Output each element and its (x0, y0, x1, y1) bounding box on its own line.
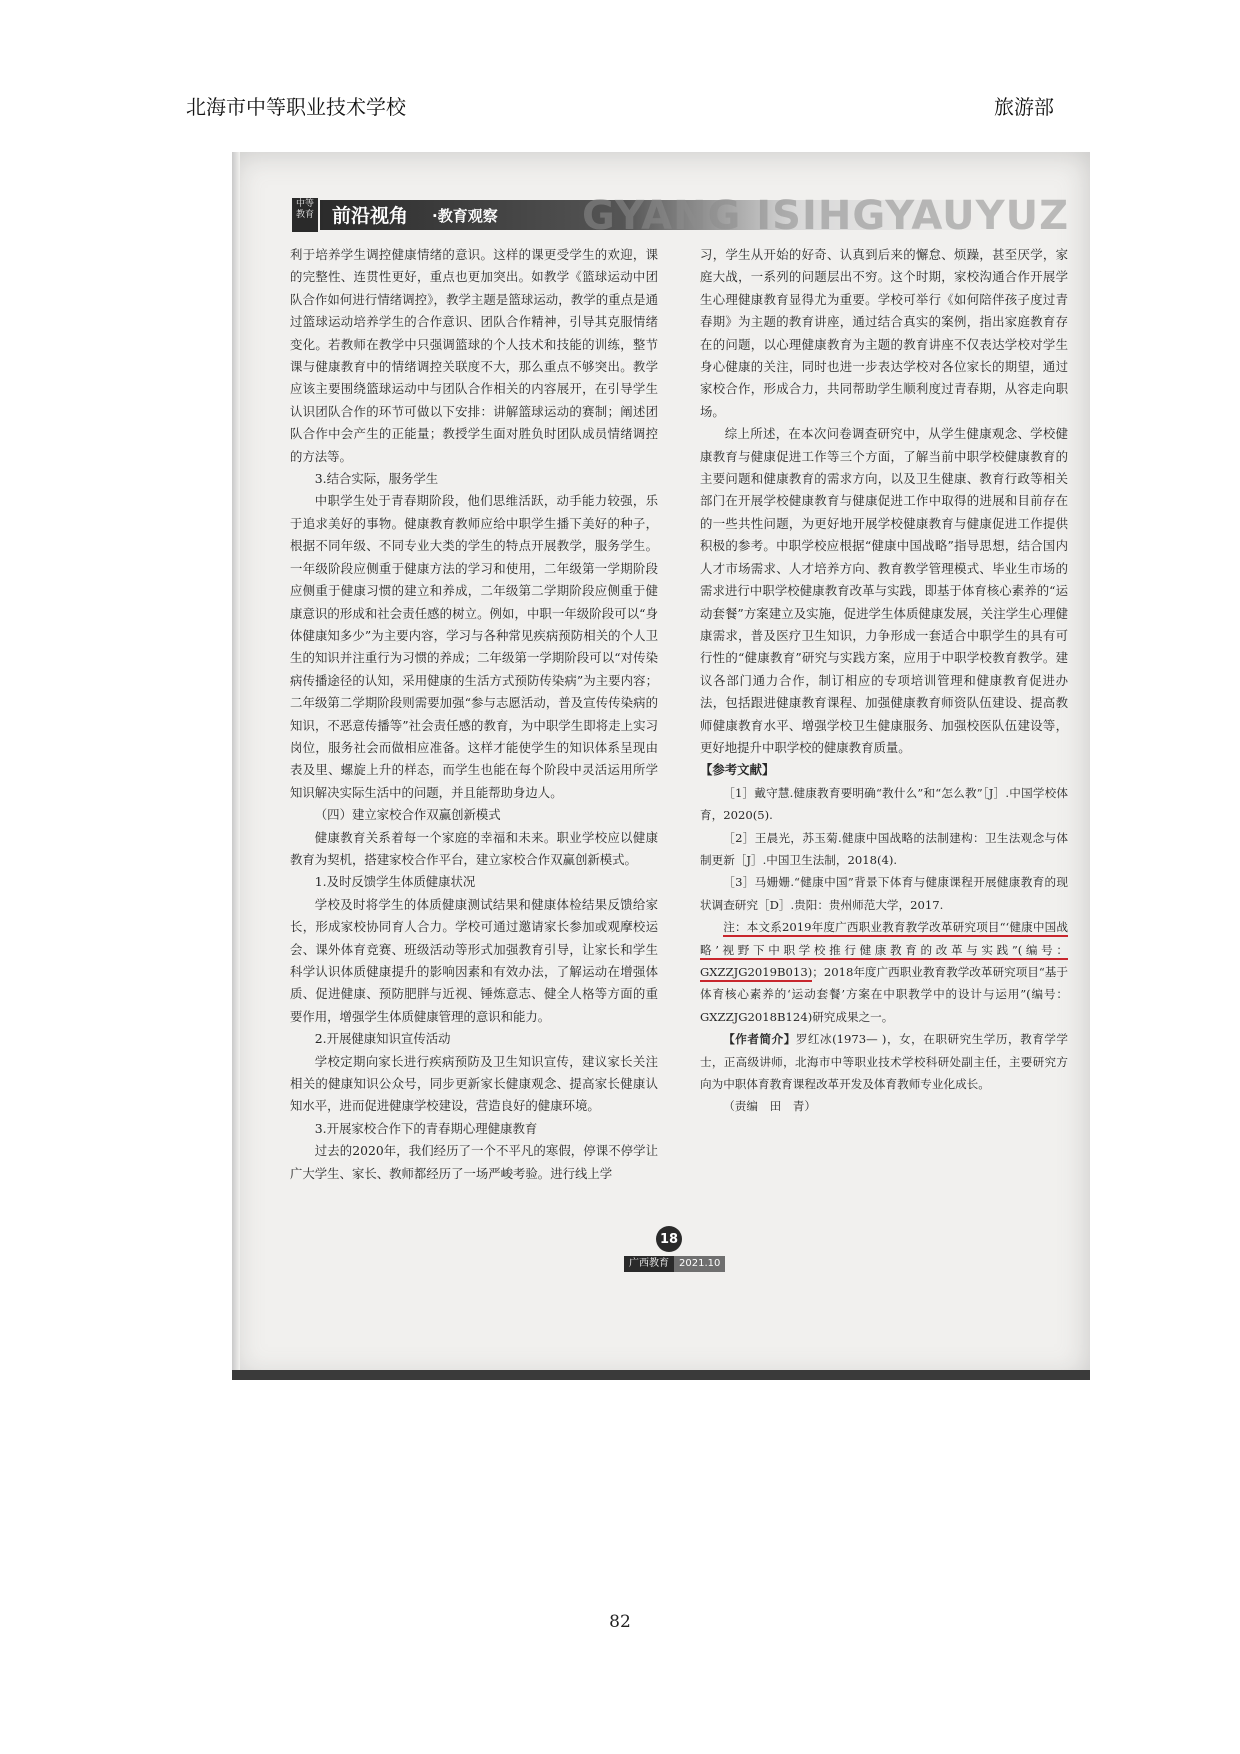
magazine-logo: 中等教育 (292, 198, 318, 232)
column-subtitle: ·教育观察 (432, 207, 498, 225)
paragraph: 过去的2020年，我们经历了一个不平凡的寒假，停课不停学让广大学生、家长、教师都经历了一场严峻考验。进行线上学 (290, 1143, 658, 1181)
magazine-issue: 2021.10 (674, 1256, 725, 1272)
column-title: 前沿视角 (332, 205, 409, 227)
reference-item: ［3］马姗姗.“健康中国”背景下体育与健康课程开展健康教育的现状调查研究［D］.贵阳：贵州师范大学，2017. (700, 875, 1068, 912)
page-number: 82 (609, 1612, 631, 1632)
subheading: 3.结合实际，服务学生 (314, 471, 439, 487)
underlined-project-text: 号：GXZZJG2019B013) (700, 943, 1068, 982)
paragraph: 综上所述，在本次问卷调查研究中，从学生健康观念、学校健康教育与健康促进工作等三个方面，了解当前中职学校健康教育的主要问题和健康教育的需求方向，以及卫生健康、教育行政等相关部门在开展学校健康教育与健康促进工作中取得的进展和目前存在的一些共性问题，为更好地开展学校健康教育与健康促进工作提供积极的参考。中职学校应根据“健康中国战略”指导思想，结合国内人才市场需求、人才培养方向、教育教学管理模式、毕业生市场的需求进行中职学校健康教育改革与实践，即基于体育核心素养的“运动套餐”方案建立及实施，促进学生体质健康发展，关注学生心理健康需求，普及医疗卫生知识，力争形成一套适合中职学生的具有可行性的“健康教育”研究与实践方案，应用于中职学校教育教学。建议各部门通力合作，制订相应的专项培训管理和健康教育促进办法，包括跟进健康教育课程、加强健康教育师资队伍建设、提高教师健康教育水平、增强学校卫生健康服务、加强校医队伍建设等，更好地提升中职学校的健康教育质量。 (700, 426, 1068, 755)
underlined-project-text: 康中国战略’视野下中职学校推行健康教育的改革与实践”(编 (700, 920, 1068, 959)
magazine-footer-badge (624, 1256, 725, 1272)
subheading: 3.开展家校合作下的青春期心理健康教育 (314, 1120, 538, 1136)
article-left-column (290, 244, 658, 1185)
scanned-article-page (232, 152, 1090, 1380)
scan-bottom-edge (232, 1370, 1090, 1380)
paragraph: 学校及时将学生的体质健康测试结果和健康体检结果反馈给家长，形成家校协同育人合力。学校可通过邀请家长参加或观摩校运会、课外体育竞赛、班级活动等形式加强教育引导，让家长和学生科学认识体质健康提升的影响因素和有效办法，了解运动在增强体质、促进健康、预防肥胖与近视、锤炼意志、健全人格等方面的重要作用，增强学生体质健康管理的意识和能力。 (290, 896, 658, 1024)
paragraph: 利于培养学生调控健康情绪的意识。这样的课更受学生的欢迎，课的完整性、连贯性更好，重点也更加突出。如教学《篮球运动中团队合作如何进行情绪调控》，教学主题是篮球运动，教学的重点是通过篮球运动培养学生的合作意识、团队合作精神，引导其克服情绪变化。若教师在教学中只强调篮球的个人技术和技能的训练，整节课与健康教育中的情绪调控关联度不大，那么重点不够突出。教学应该主要围绕篮球运动中与团队合作相关的内容展开，在引导学生认识团队合作的环节可做以下安排：讲解篮球运动的赛制；阐述团队合作中会产生的正能量；教授学生面对胜负时团队成员情绪调控的方法等。 (290, 247, 658, 464)
department-name: 旅游部 (994, 94, 1054, 119)
paragraph: 学校定期向家长进行疾病预防及卫生知识宣传，建议家长关注相关的健康知识公众号，同步更新家长健康观念、提高家长健康认知水平，进而促进健康学校建设，营造良好的健康环境。 (290, 1053, 658, 1114)
reference-item: ［1］戴守慧.健康教育要明确“教什么”和“怎么教”［J］.中国学校体育，2020(5). (700, 785, 1068, 823)
paragraph: 健康教育关系着每一个家庭的幸福和未来。职业学校应以健康教育为契机，搭建家校合作平台，建立家校合作双赢创新模式。 (290, 829, 658, 867)
author-bio-text: 罗红冰(1973— )，女，在职研究生学历，教育学学士，正高级讲师，北海市中等职业技术学校科研处副主任，主要研究方向为中职体育教育课程改革开发及体育教师专业化成长。 (700, 1032, 1068, 1092)
section-heading: （四）建立家校合作双赢创新模式 (314, 807, 501, 823)
author-bio (700, 1028, 1068, 1095)
school-name: 北海市中等职业技术学校 (186, 94, 406, 119)
author-bio-label: 【作者简介】 (723, 1032, 796, 1047)
scan-shadow-edge (232, 152, 240, 1380)
column-pinyin-watermark: GYANG ISIHGYAUYUZ (582, 193, 1070, 239)
page-header (186, 88, 1054, 122)
magazine-name: 广西教育 (624, 1256, 674, 1272)
reference-item: ［2］王晨光，苏玉菊.健康中国战略的法制建构：卫生法观念与体制更新［J］.中国卫生法制，2018(4). (700, 830, 1068, 867)
references-heading: 【参考文献】 (700, 762, 775, 778)
article-right-column (700, 244, 1068, 1118)
paragraph: 中职学生处于青春期阶段，他们思维活跃，动手能力较强，乐于追求美好的事物。健康教育教师应给中职学生播下美好的种子，根据不同年级、不同专业大类的学生的特点开展教学，服务学生。一年级阶段应侧重于健康方法的学习和使用，二年级第一学期阶段应侧重于健康习惯的建立和养成，二年级第二学期阶段应侧重于健康意识的形成和社会责任感的树立。例如，中职一年级阶段可以“身体健康知多少”为主要内容，学习与各种常见疾病预防相关的个人卫生的知识并注重行为习惯的养成；二年级第一学期阶段可以“对传染病传播途径的认知，采用健康的生活方式预防传染病”为主要内容；二年级第二学期阶段则需要加强“参与志愿活动，普及宣传传染病的知识，不恶意传播等”社会责任感的教育，为中职学生即将走上实习岗位，服务社会而做相应准备。这样才能使学生的知识体系呈现由表及里、螺旋上升的样态，而学生也能在每个阶段中灵活运用所学知识解决实际生活中的问题，并且能帮助身边人。 (290, 493, 658, 800)
underlined-project-text: 注：本文系2019年度广西职业教育教学改革研究项目“‘健 (723, 920, 1021, 937)
funding-note (700, 916, 1068, 1028)
funding-note-rest: ；2018年度广西职业教育教学改革研究项目“基于体育核心素养的‘运动套餐’方案在中职教学中的设计与运用”(编号：GXZZJG2018B124)研究成果之一。 (700, 965, 1068, 1024)
magazine-page-number: 18 (656, 1226, 682, 1252)
editor-credit: （责编 田 青） (723, 1099, 816, 1114)
subheading: 2.开展健康知识宣传活动 (314, 1031, 451, 1047)
column-banner (292, 193, 1070, 239)
subheading: 1.及时反馈学生体质健康状况 (314, 874, 476, 890)
paragraph: 习，学生从开始的好奇、认真到后来的懈怠、烦躁，甚至厌学，家庭大战，一系列的问题层出不穷。这个时期，家校沟通合作开展学生心理健康教育显得尤为重要。学校可举行《如何陪伴孩子度过青春期》为主题的教育讲座，通过结合真实的案例，指出家庭教育存在的问题，以心理健康教育为主题的教育讲座不仅表达学校对学生身心健康的关注，同时也进一步表达学校对各位家长的期望，通过家校合作，形成合力，共同帮助学生顺利度过青春期，从容走向职场。 (700, 247, 1068, 419)
